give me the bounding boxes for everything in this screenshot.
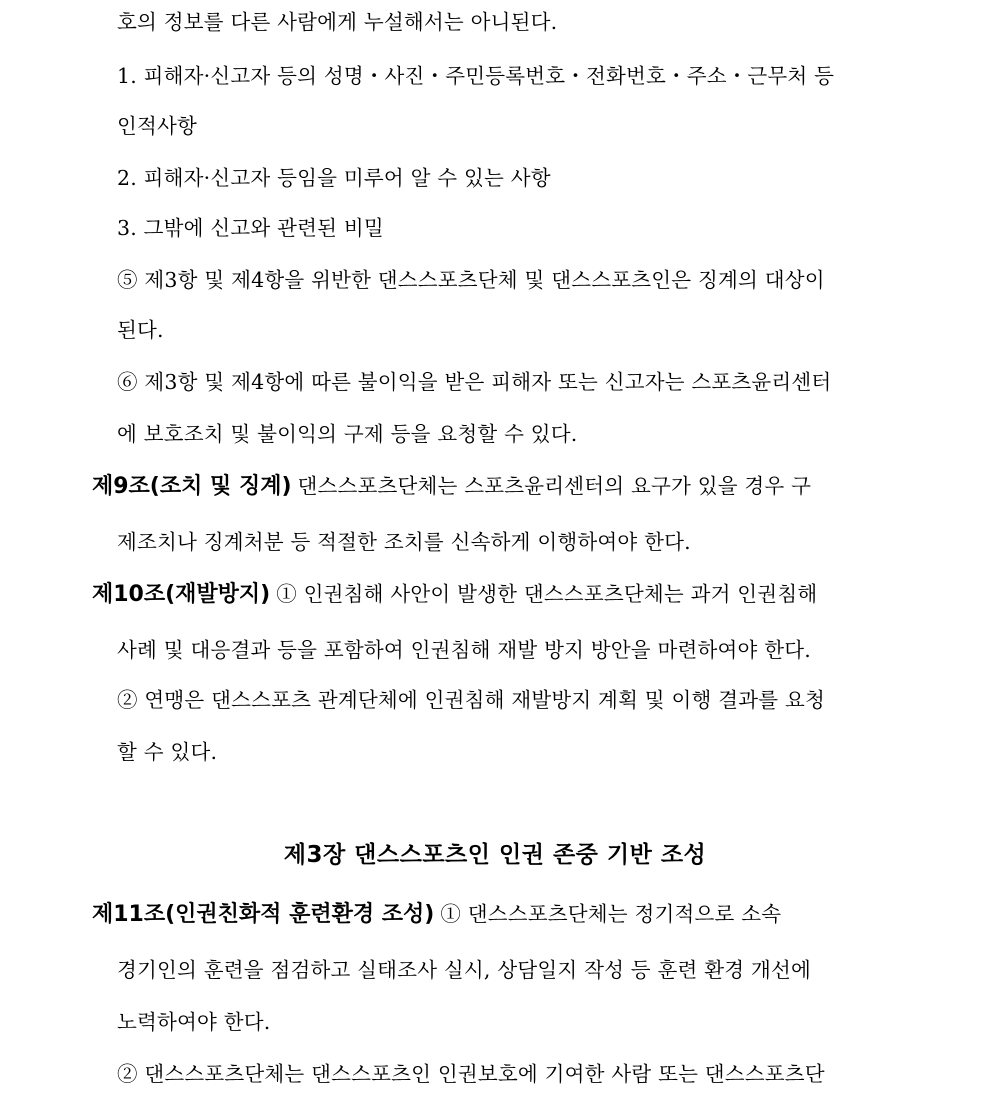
text-line: 사례 및 대응결과 등을 포함하여 인권침해 재발 방지 방안을 마련하여야 한다. [117,638,811,662]
list-item-2: 2. 피해자·신고자 등임을 미루어 알 수 있는 사항 [117,166,551,190]
article-10-body: ① 인권침해 사안이 발생한 댄스스포츠단체는 과거 인권침해 [276,582,818,606]
paragraph-2: ② 댄스스포츠단체는 댄스스포츠인 인권보호에 기여한 사람 또는 댄스스포츠단 [117,1062,825,1086]
chapter-title: 제3장 댄스스포츠인 인권 존중 기반 조성 [283,842,707,868]
text-line: 할 수 있다. [117,740,218,764]
text-line: 인적사항 [117,114,198,138]
list-item-3: 3. 그밖에 신고와 관련된 비밀 [117,216,384,240]
paragraph-6: ⑥ 제3항 및 제4항에 따른 불이익을 받은 피해자 또는 신고자는 스포츠윤리센터 [117,370,832,394]
article-11 [92,900,781,929]
list-item-1: 1. 피해자·신고자 등의 성명・사진・주민등록번호・전화번호・주소・근무처 등 [117,64,835,88]
text-line: 호의 정보를 다른 사람에게 누설해서는 아니된다. [117,10,558,34]
text-line: 경기인의 훈련을 점검하고 실태조사 실시, 상담일지 작성 등 훈련 환경 개선에 [117,958,811,982]
text-line: 제조치나 징계처분 등 적절한 조치를 신속하게 이행하여야 한다. [117,530,691,554]
article-10 [92,580,817,609]
text-line: 에 보호조치 및 불이익의 구제 등을 요청할 수 있다. [117,422,578,446]
text-line: 노력하여야 한다. [117,1010,271,1034]
article-11-body: ① 댄스스포츠단체는 정기적으로 소속 [440,902,782,926]
article-11-title: 제11조(인권친화적 훈련환경 조성) [92,902,435,927]
text-line: 된다. [117,318,164,342]
paragraph-5: ⑤ 제3항 및 제4항을 위반한 댄스스포츠단체 및 댄스스포츠인은 징계의 대상이 [117,268,825,292]
paragraph-2: ② 연맹은 댄스스포츠 관계단체에 인권침해 재발방지 계획 및 이행 결과를 요청 [117,688,825,712]
article-9 [92,472,811,501]
article-9-title: 제9조(조치 및 징계) [92,474,292,499]
article-10-title: 제10조(재발방지) [92,582,271,607]
article-9-body: 댄스스포츠단체는 스포츠윤리센터의 요구가 있을 경우 구 [297,474,812,498]
